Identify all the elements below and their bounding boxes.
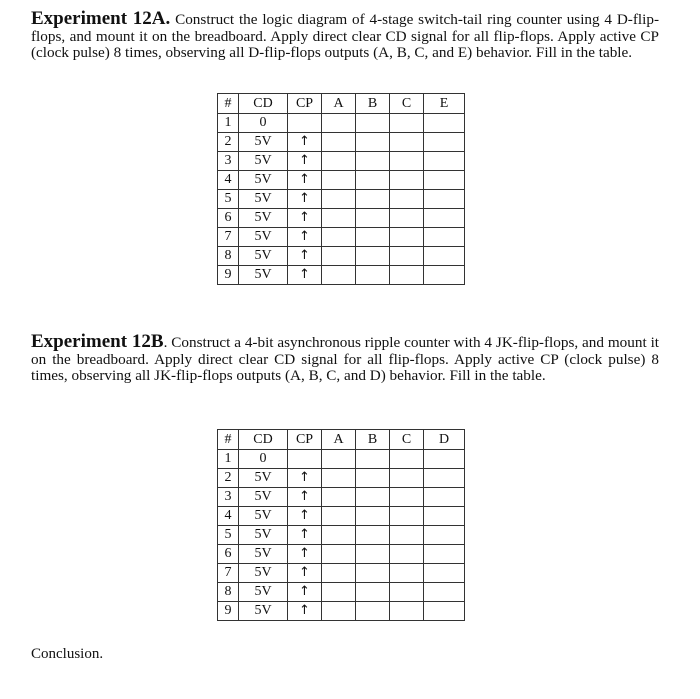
table-row [218, 507, 465, 526]
table-cell-num: 6 [218, 209, 239, 228]
table-empty-cell[interactable] [424, 488, 465, 507]
table-empty-cell[interactable] [390, 152, 424, 171]
table-row [218, 228, 465, 247]
table-header-cell: A [322, 94, 356, 114]
table-cell-num: 5 [218, 190, 239, 209]
table-empty-cell[interactable] [322, 564, 356, 583]
table-empty-cell[interactable] [322, 469, 356, 488]
clock-pulse-arrow-cell: ↑ [288, 228, 322, 247]
table-empty-cell[interactable] [424, 583, 465, 602]
table-header-cell: CP [288, 430, 322, 450]
table-empty-cell[interactable] [390, 488, 424, 507]
table-header-cell: C [390, 430, 424, 450]
table-cell-num: 3 [218, 152, 239, 171]
table-empty-cell[interactable] [322, 507, 356, 526]
table-row [218, 545, 465, 564]
table-row [218, 583, 465, 602]
clock-pulse-arrow-cell: ↑ [288, 133, 322, 152]
table-empty-cell[interactable] [390, 114, 424, 133]
table-cell-num: 3 [218, 488, 239, 507]
table-row [218, 469, 465, 488]
table-cell-cd: 5V [239, 488, 288, 507]
experiment-12b-text: . Construct a 4-bit asynchronous ripple counter with 4 JK-flip-flops, and mount it on the breadboard. Apply direct clear CD signal for all flip-flops. Apply active CP (clock pulse) 8 times, observing all JK-flip-flops outputs (A, B, C, and D) behavior. Fill in the table. [31, 334, 660, 385]
table-row [218, 450, 465, 469]
table-cell-cd: 5V [239, 190, 288, 209]
clock-pulse-arrow-cell: ↑ [288, 602, 322, 621]
table-cell-cd: 5V [239, 266, 288, 285]
table-row [218, 133, 465, 152]
conclusion-label: Conclusion. [31, 646, 104, 662]
table-empty-cell[interactable] [424, 469, 465, 488]
table-empty-cell[interactable] [322, 583, 356, 602]
clock-pulse-arrow-cell: ↑ [288, 564, 322, 583]
clock-pulse-arrow-cell: ↑ [288, 266, 322, 285]
table-cell-cd: 5V [239, 564, 288, 583]
table-empty-cell[interactable] [390, 526, 424, 545]
table-cell-num: 5 [218, 526, 239, 545]
table-cell-cd: 5V [239, 133, 288, 152]
table-cell-cd: 5V [239, 583, 288, 602]
experiment-12b-table [217, 429, 465, 621]
table-empty-cell[interactable] [356, 266, 390, 285]
table-empty-cell[interactable] [322, 152, 356, 171]
table-cell-cd: 0 [239, 114, 288, 133]
table-header-cell: B [356, 94, 390, 114]
table-cell-num: 8 [218, 583, 239, 602]
clock-pulse-arrow-cell [288, 114, 322, 133]
table-cell-num: 1 [218, 450, 239, 469]
table-empty-cell[interactable] [390, 228, 424, 247]
table-empty-cell[interactable] [322, 114, 356, 133]
table-empty-cell[interactable] [322, 266, 356, 285]
table-header-row [218, 430, 465, 450]
table-row [218, 526, 465, 545]
table-empty-cell[interactable] [390, 133, 424, 152]
table-header-cell: B [356, 430, 390, 450]
table-cell-cd: 5V [239, 469, 288, 488]
experiment-12a-table [217, 93, 465, 285]
table-row [218, 247, 465, 266]
table-row [218, 602, 465, 621]
experiment-12a-heading: Experiment 12A. [31, 8, 171, 29]
table-empty-cell[interactable] [424, 507, 465, 526]
table-empty-cell[interactable] [390, 171, 424, 190]
table-empty-cell[interactable] [390, 450, 424, 469]
table-empty-cell[interactable] [322, 450, 356, 469]
table-empty-cell[interactable] [322, 228, 356, 247]
table-empty-cell[interactable] [424, 171, 465, 190]
table-empty-cell[interactable] [322, 171, 356, 190]
clock-pulse-arrow-cell: ↑ [288, 488, 322, 507]
table-empty-cell[interactable] [424, 114, 465, 133]
table-empty-cell[interactable] [356, 488, 390, 507]
table-header-cell: # [218, 94, 239, 114]
table-empty-cell[interactable] [356, 228, 390, 247]
table-empty-cell[interactable] [322, 133, 356, 152]
table-cell-num: 7 [218, 228, 239, 247]
clock-pulse-arrow-cell: ↑ [288, 507, 322, 526]
table-cell-num: 4 [218, 507, 239, 526]
table-empty-cell[interactable] [356, 545, 390, 564]
table-empty-cell[interactable] [356, 507, 390, 526]
table-header-cell: D [424, 430, 465, 450]
table-empty-cell[interactable] [390, 507, 424, 526]
table-empty-cell[interactable] [390, 209, 424, 228]
table-row [218, 171, 465, 190]
table-empty-cell[interactable] [390, 190, 424, 209]
table-row [218, 190, 465, 209]
table-cell-num: 9 [218, 602, 239, 621]
table-header-cell: A [322, 430, 356, 450]
table-row [218, 209, 465, 228]
table-empty-cell[interactable] [356, 133, 390, 152]
table-cell-num: 1 [218, 114, 239, 133]
table-empty-cell[interactable] [424, 209, 465, 228]
table-empty-cell[interactable] [356, 171, 390, 190]
table-cell-num: 7 [218, 564, 239, 583]
table-cell-cd: 5V [239, 526, 288, 545]
table-empty-cell[interactable] [390, 564, 424, 583]
table-empty-cell[interactable] [356, 564, 390, 583]
table-empty-cell[interactable] [390, 266, 424, 285]
clock-pulse-arrow-cell: ↑ [288, 209, 322, 228]
table-header-cell: C [390, 94, 424, 114]
experiment-12a-text: Construct the logic diagram of 4-stage switch-tail ring counter using 4 D-flip-flops, and mount it on the breadboard. Apply direct clear CD signal for all flip-flops. Apply active CP (clock pulse) 8 times, observing all D-flip-flops outputs (A, B, C, and E) behavior. Fill in the table. [31, 11, 660, 62]
table-empty-cell[interactable] [424, 266, 465, 285]
clock-pulse-arrow-cell: ↑ [288, 247, 322, 266]
table-empty-cell[interactable] [356, 450, 390, 469]
clock-pulse-arrow-cell: ↑ [288, 583, 322, 602]
table-row [218, 114, 465, 133]
table-empty-cell[interactable] [424, 247, 465, 266]
table-empty-cell[interactable] [322, 190, 356, 209]
table-empty-cell[interactable] [390, 469, 424, 488]
table-row [218, 564, 465, 583]
table-cell-num: 9 [218, 266, 239, 285]
table-empty-cell[interactable] [356, 602, 390, 621]
table-empty-cell[interactable] [322, 247, 356, 266]
table-cell-cd: 0 [239, 450, 288, 469]
experiment-12b-heading: Experiment 12B [31, 331, 164, 352]
table-empty-cell[interactable] [322, 602, 356, 621]
table-empty-cell[interactable] [424, 545, 465, 564]
table-cell-num: 6 [218, 545, 239, 564]
table-empty-cell[interactable] [356, 526, 390, 545]
table-row [218, 266, 465, 285]
table-cell-cd: 5V [239, 507, 288, 526]
table-cell-cd: 5V [239, 545, 288, 564]
table-empty-cell[interactable] [322, 488, 356, 507]
table-empty-cell[interactable] [356, 583, 390, 602]
table-cell-cd: 5V [239, 228, 288, 247]
table-empty-cell[interactable] [424, 526, 465, 545]
table-empty-cell[interactable] [424, 564, 465, 583]
table-empty-cell[interactable] [322, 545, 356, 564]
table-cell-cd: 5V [239, 152, 288, 171]
experiment-12b-paragraph [31, 331, 660, 385]
table-empty-cell[interactable] [424, 190, 465, 209]
table-empty-cell[interactable] [390, 602, 424, 621]
table-empty-cell[interactable] [424, 228, 465, 247]
table-header-cell: # [218, 430, 239, 450]
table-empty-cell[interactable] [356, 152, 390, 171]
table-cell-num: 2 [218, 133, 239, 152]
table-cell-cd: 5V [239, 171, 288, 190]
table-empty-cell[interactable] [322, 526, 356, 545]
clock-pulse-arrow-cell: ↑ [288, 190, 322, 209]
clock-pulse-arrow-cell: ↑ [288, 171, 322, 190]
table-empty-cell[interactable] [424, 602, 465, 621]
table-empty-cell[interactable] [356, 114, 390, 133]
table-header-cell: CD [239, 430, 288, 450]
table-row [218, 152, 465, 171]
table-empty-cell[interactable] [356, 247, 390, 266]
table-row [218, 488, 465, 507]
experiment-12a-paragraph [31, 8, 660, 62]
table-empty-cell[interactable] [322, 209, 356, 228]
table-header-cell: E [424, 94, 465, 114]
clock-pulse-arrow-cell: ↑ [288, 545, 322, 564]
table-empty-cell[interactable] [424, 133, 465, 152]
table-header-cell: CD [239, 94, 288, 114]
table-header-cell: CP [288, 94, 322, 114]
table-empty-cell[interactable] [356, 190, 390, 209]
table-empty-cell[interactable] [424, 152, 465, 171]
table-cell-num: 4 [218, 171, 239, 190]
table-cell-cd: 5V [239, 247, 288, 266]
table-empty-cell[interactable] [390, 247, 424, 266]
table-empty-cell[interactable] [356, 469, 390, 488]
clock-pulse-arrow-cell: ↑ [288, 526, 322, 545]
table-header-row [218, 94, 465, 114]
table-empty-cell[interactable] [356, 209, 390, 228]
table-empty-cell[interactable] [424, 450, 465, 469]
clock-pulse-arrow-cell: ↑ [288, 152, 322, 171]
table-cell-cd: 5V [239, 602, 288, 621]
table-cell-cd: 5V [239, 209, 288, 228]
clock-pulse-arrow-cell: ↑ [288, 469, 322, 488]
table-cell-num: 8 [218, 247, 239, 266]
table-empty-cell[interactable] [390, 545, 424, 564]
table-empty-cell[interactable] [390, 583, 424, 602]
clock-pulse-arrow-cell [288, 450, 322, 469]
table-cell-num: 2 [218, 469, 239, 488]
